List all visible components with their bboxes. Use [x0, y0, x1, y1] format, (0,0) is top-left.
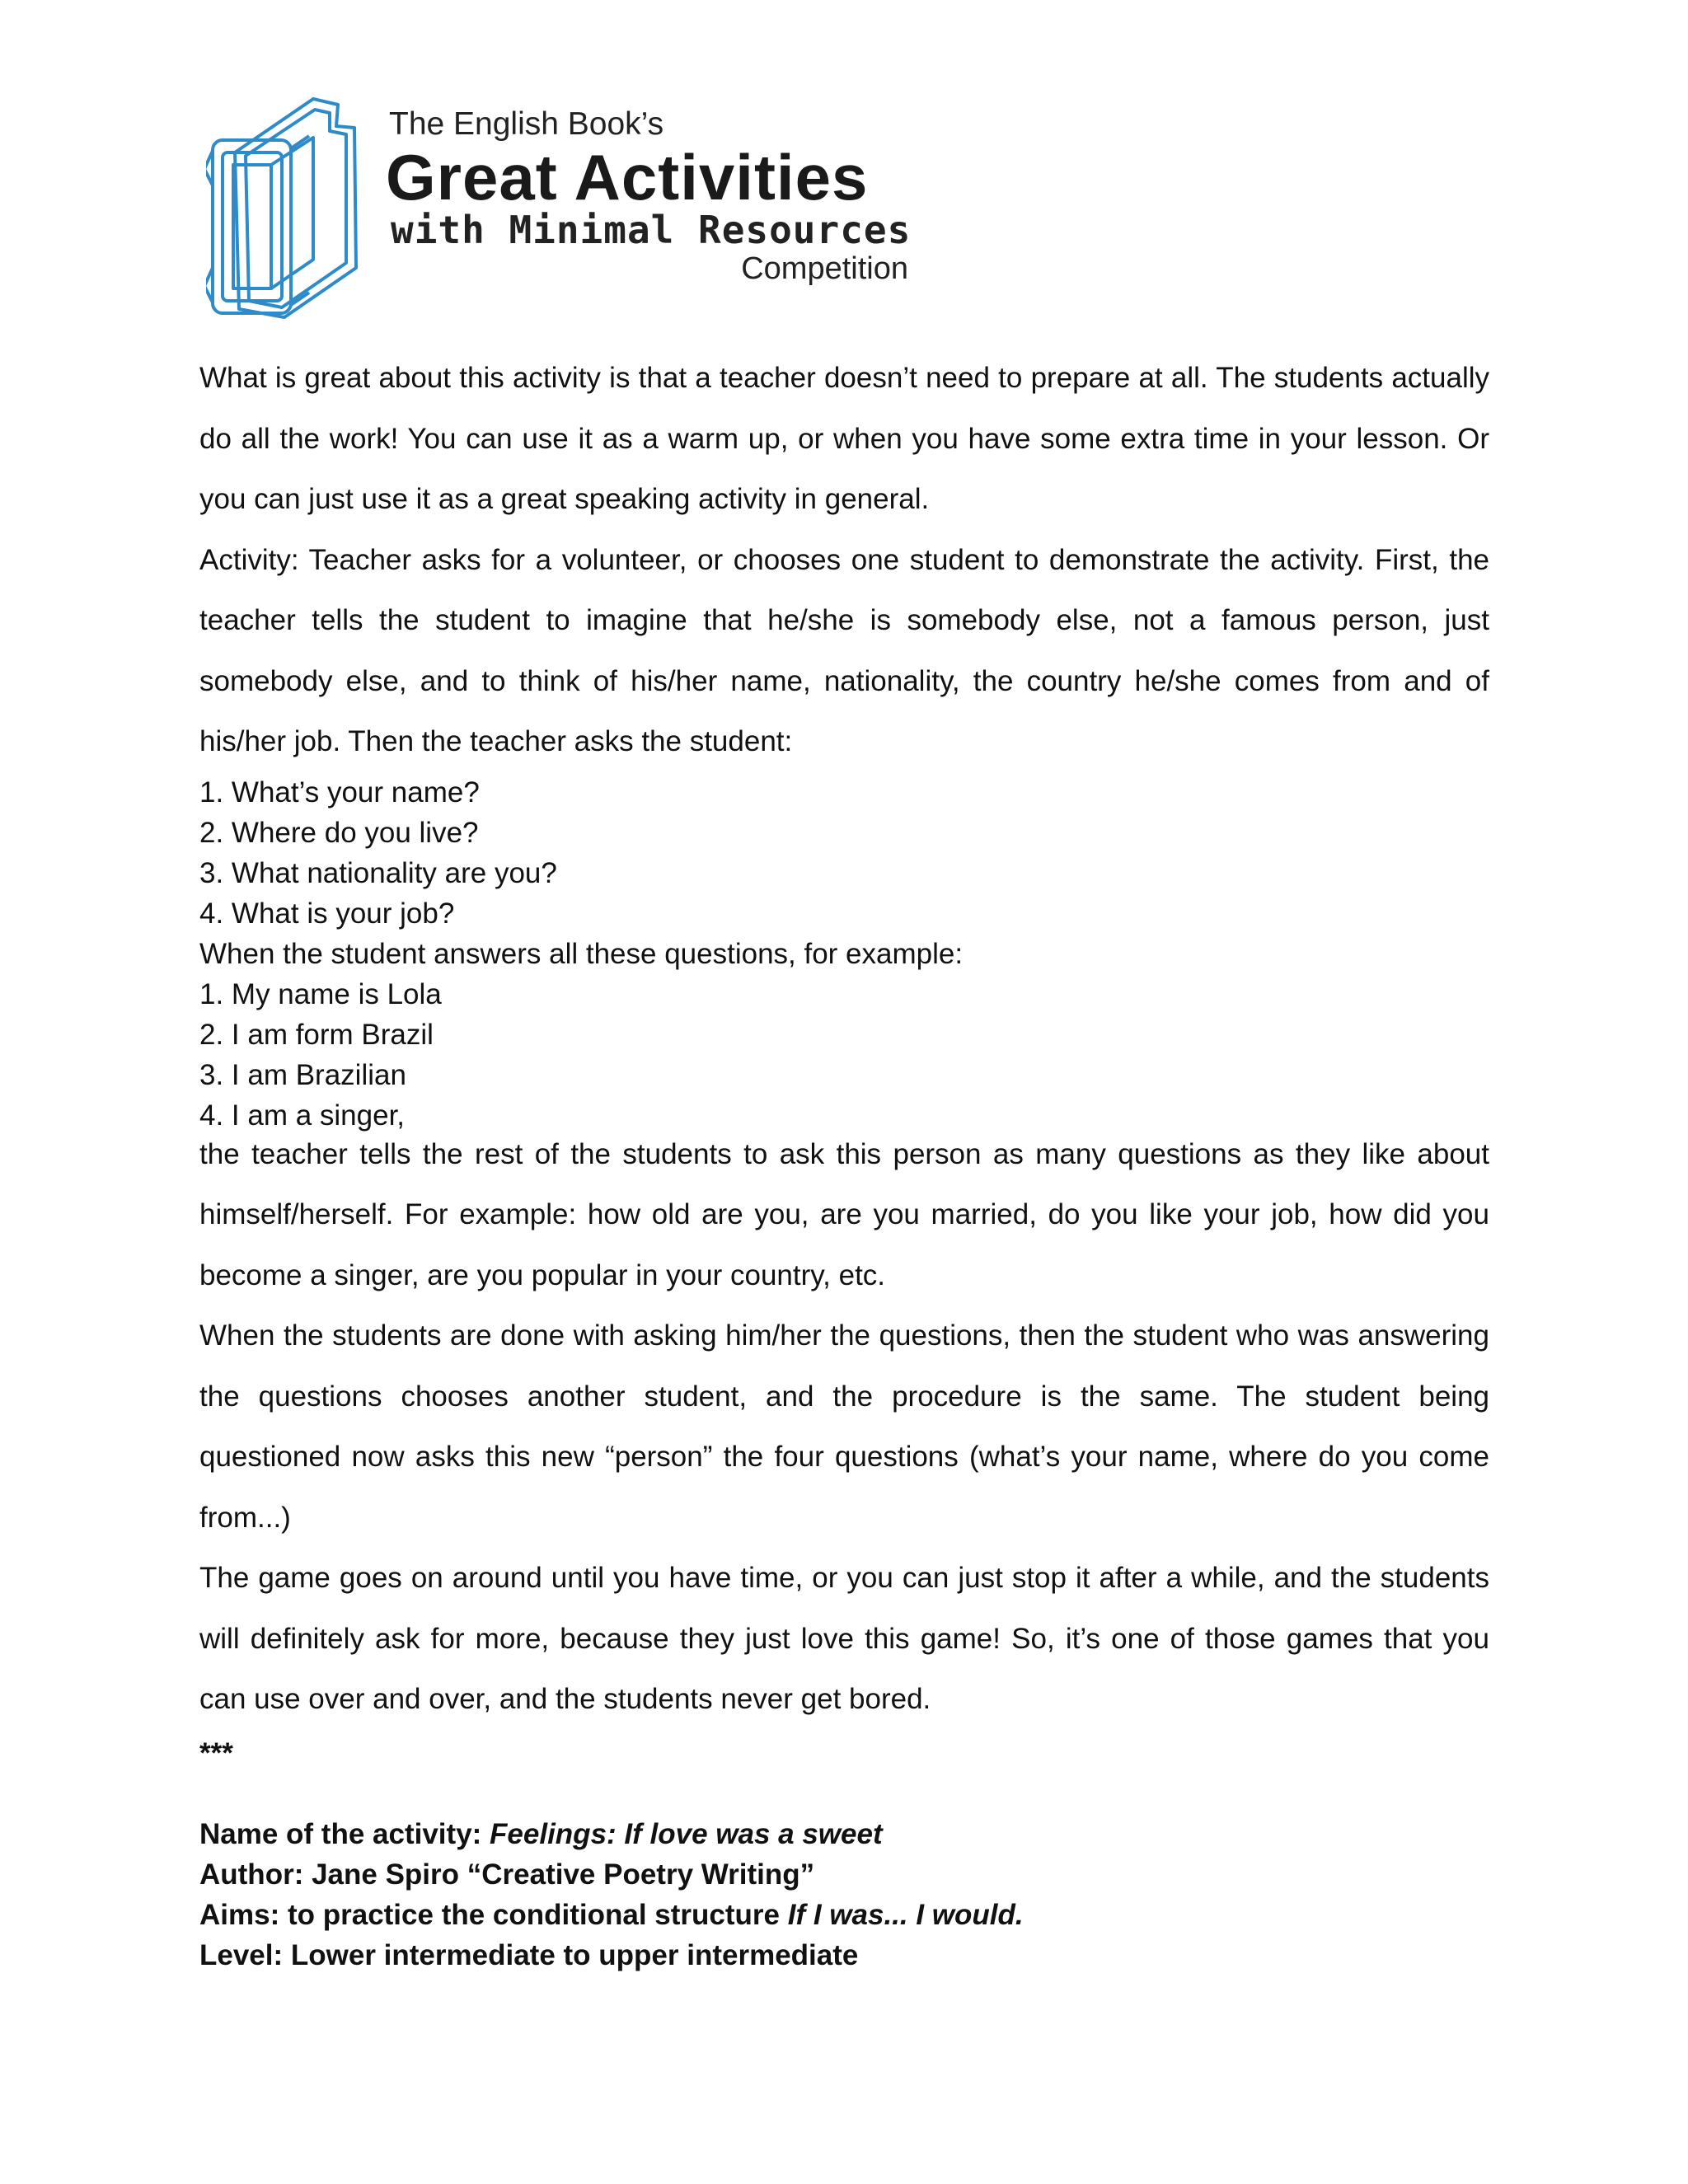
list-item: 3. What nationality are you?	[199, 856, 557, 889]
list-item: 1. What’s your name?	[199, 776, 480, 808]
list-item: 4. What is your job?	[199, 897, 455, 930]
activity-paragraph: Activity: Teacher asks for a volunteer, or chooses one student to demonstrate the activity. First, the teacher tells the student to imagine that he/she is somebody else, not a famous person, just somebody else, and to think of his/her name, nationality, the country he/she comes from and of his/her job. Then the teacher asks the student:	[199, 543, 1489, 757]
activity-name-label: Name of the activity:	[199, 1817, 482, 1850]
questions-list	[199, 772, 1489, 1136]
logo-title: Great Activities	[386, 141, 869, 213]
list-item: 1. My name is Lola	[199, 977, 442, 1010]
list-item: 2. I am form Brazil	[199, 1018, 434, 1051]
aims-line	[199, 1895, 1489, 1935]
follow-up-paragraph: the teacher tells the rest of the students to ask this person as many questions as they like about himself/herself. For example: how old are you, are you married, do you like your job, how did you become a singer, are you popular in your country, etc.	[199, 1137, 1489, 1291]
logo-text	[379, 95, 915, 321]
list-item: 2. Where do you live?	[199, 816, 479, 849]
section-separator: ***	[199, 1736, 233, 1769]
list-item: 4. I am a singer,	[199, 1099, 406, 1132]
procedure-paragraph: When the students are done with asking him/her the questions, then the student who was answering the questions chooses another student, and the procedure is the same. The student being questioned now asks this new “person” the four questions (what’s your name, where do you come from...)	[199, 1319, 1489, 1534]
logo-competition: Competition	[741, 251, 908, 286]
answers-intro: When the student answers all these questions, for example:	[199, 937, 964, 970]
activity-name-value: Feelings: If love was a sweet	[490, 1817, 883, 1850]
aims-label: Aims: to practice the conditional structure	[199, 1898, 780, 1931]
author-line: Author: Jane Spiro “Creative Poetry Writing”	[199, 1858, 815, 1891]
aims-value: If I was... I would.	[787, 1898, 1024, 1931]
level-line: Level: Lower intermediate to upper intermediate	[199, 1938, 859, 1971]
logo-subtitle: The English Book’s	[389, 106, 664, 142]
list-item: 3. I am Brazilian	[199, 1058, 406, 1091]
next-activity-meta	[199, 1814, 1489, 1975]
logo-tagline: with Minimal Resources	[391, 208, 912, 252]
ending-paragraph: The game goes on around until you have time, or you can just stop it after a while, and the students will definitely ask for more, because they just love this game! So, it’s one of those games that you can use over and over, and the students never get bored.	[199, 1562, 1489, 1715]
book-icon	[206, 95, 371, 321]
intro-paragraph: What is great about this activity is that a teacher doesn’t need to prepare at all. The students actually do all the work! You can use it as a warm up, or when you have some extra time in your lesson. Or you can just use it as a great speaking activity in general.	[199, 362, 1489, 515]
logo	[206, 95, 915, 326]
document-body	[199, 348, 1489, 1975]
activity-name-line	[199, 1814, 1489, 1854]
